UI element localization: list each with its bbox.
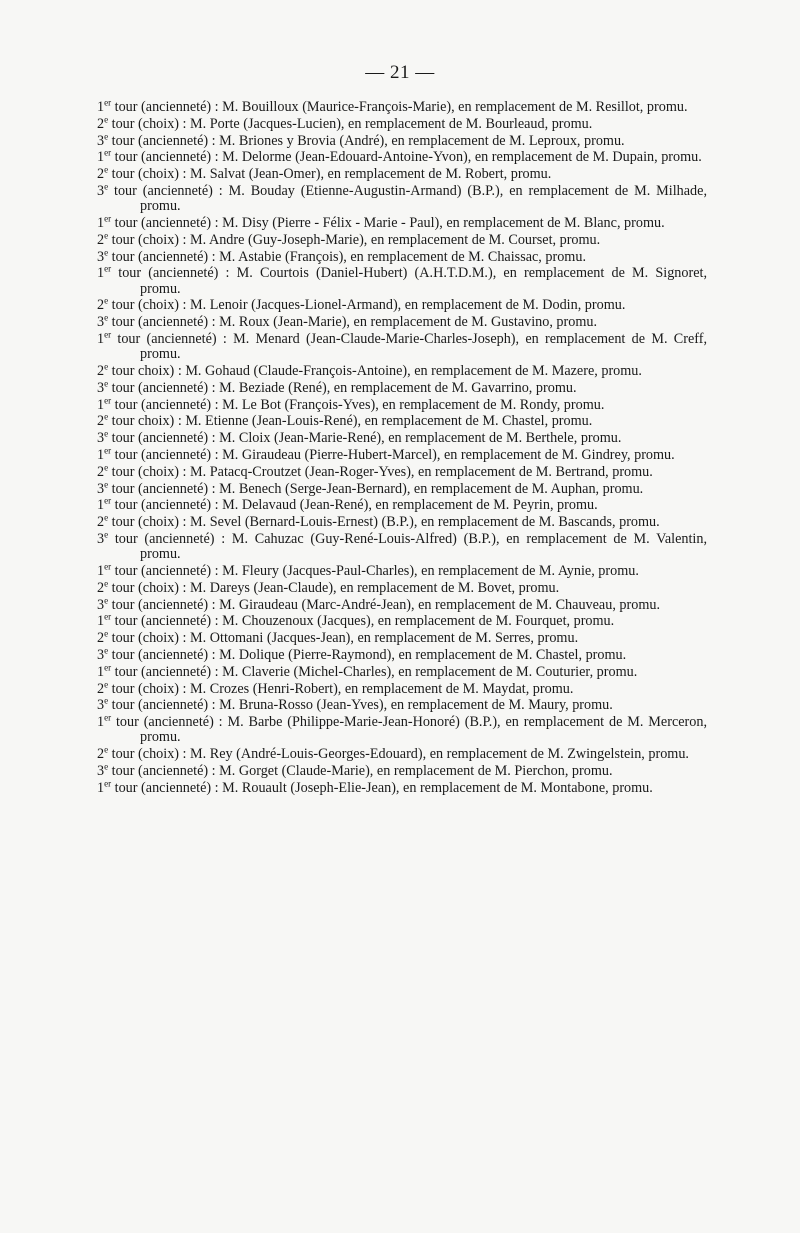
entry-text: tour (ancienneté) : M. Cahuzac (Guy-René-Louis-Alfred) (B.P.), en remplacement de M. Valentin, promu.: [108, 530, 707, 563]
appointment-entry: [97, 761, 707, 779]
appointment-entry: [97, 130, 707, 149]
entry-ordinal-suffix: er: [104, 394, 112, 405]
entry-ordinal: 3: [97, 314, 105, 331]
appointment-entry: [97, 445, 707, 463]
entry-text: tour (ancienneté) : M. Delorme (Jean-Edouard-Antoine-Yvon), en remplacement de M. Dupain, promu.: [111, 149, 702, 166]
entry-ordinal: 1: [97, 214, 105, 231]
entry-text: tour (ancienneté) : M. Courtois (Daniel-Hubert) (A.H.T.D.M.), en remplacement de M. Signoret, promu.: [111, 265, 707, 297]
entry-ordinal: 1: [97, 663, 105, 680]
entry-ordinal: 1: [97, 613, 105, 630]
entry-text: tour (ancienneté) : M. Astabie (François), en remplacement de M. Chaissac, promu.: [108, 248, 586, 265]
entry-ordinal-suffix: e: [104, 594, 109, 605]
entry-text: tour (ancienneté) : M. Chouzenoux (Jacques), en remplacement de M. Fourquet, promu.: [111, 613, 615, 630]
appointment-entry: [97, 428, 707, 447]
entry-ordinal-suffix: e: [104, 744, 109, 755]
entry-ordinal: 2: [97, 166, 105, 183]
appointment-entry: [97, 164, 707, 183]
entry-ordinal-suffix: er: [104, 561, 112, 572]
entry-ordinal-suffix: e: [104, 230, 109, 241]
entry-ordinal-suffix: e: [104, 628, 109, 639]
appointment-entry: [97, 495, 707, 514]
appointment-entry: [97, 312, 707, 331]
entry-ordinal-suffix: e: [104, 114, 109, 125]
entry-ordinal: 1: [97, 149, 105, 166]
entry-ordinal-suffix: e: [104, 181, 109, 192]
appointment-entry: [97, 478, 707, 497]
entry-ordinal: 2: [97, 630, 105, 647]
entry-ordinal-suffix: er: [104, 495, 112, 506]
entry-text: tour choix) : M. Etienne (Jean-Louis-René), en remplacement de M. Chastel, promu.: [108, 413, 593, 430]
appointment-entry: [97, 147, 707, 166]
entry-text: tour (choix) : M. Salvat (Jean-Omer), en remplacement de M. Robert, promu.: [108, 166, 552, 183]
entry-ordinal-suffix: e: [104, 378, 109, 389]
page-number: — 21 —: [365, 62, 435, 83]
entry-ordinal-suffix: e: [104, 512, 109, 523]
entry-text: tour (ancienneté) : M. Benech (Serge-Jean-Bernard), en remplacement de M. Auphan, promu.: [108, 480, 644, 497]
entry-ordinal: 2: [97, 514, 105, 531]
entry-ordinal: 1: [97, 330, 105, 347]
appointment-entry: [97, 645, 707, 663]
entry-ordinal: 1: [97, 396, 105, 413]
entry-ordinal: 2: [97, 680, 105, 697]
entry-ordinal-suffix: e: [104, 578, 109, 588]
entry-text: tour (choix) : M. Rey (André-Louis-Georges-Edouard), en remplacement de M. Zwingelstein, promu.: [108, 746, 689, 763]
entry-ordinal-suffix: e: [104, 312, 109, 323]
entry-text: tour (ancienneté) : M. Delavaud (Jean-René), en remplacement de M. Peyrin, promu.: [111, 497, 598, 514]
entry-text: tour (ancienneté) : M. Bruna-Rosso (Jean-Yves), en remplacement de M. Maury, promu.: [108, 697, 613, 714]
entry-ordinal: 2: [97, 297, 105, 314]
entry-ordinal-suffix: e: [104, 428, 109, 439]
entry-ordinal: 1: [97, 446, 105, 463]
entry-text: tour (ancienneté) : M. Barbe (Philippe-Marie-Jean-Honoré) (B.P.), en remplacement de M. Merceron, promu.: [111, 714, 707, 746]
appointment-entry: [97, 678, 707, 697]
appointment-entry: [97, 394, 707, 413]
entry-text: tour (ancienneté) : M. Roux (Jean-Marie), en remplacement de M. Gustavino, promu.: [108, 314, 598, 331]
entry-ordinal: 3: [97, 762, 105, 779]
appointment-entry: [97, 97, 707, 115]
entry-ordinal-suffix: er: [104, 263, 112, 274]
entry-text: tour (choix) : M. Crozes (Henri-Robert), en remplacement de M. Maydat, promu.: [108, 680, 574, 697]
entry-ordinal-suffix: e: [104, 411, 109, 422]
entry-text: tour (ancienneté) : M. Briones y Brovia (André), en remplacement de M. Leproux, promu.: [108, 132, 625, 149]
appointment-entry: [97, 695, 707, 714]
entry-ordinal-suffix: e: [104, 529, 109, 540]
entry-ordinal-suffix: e: [104, 462, 109, 473]
appointment-entry: [97, 628, 707, 647]
entry-ordinal: 3: [97, 596, 105, 613]
appointment-entry: [97, 744, 707, 763]
appointment-entry: [97, 512, 707, 531]
entry-text: tour (choix) : M. Porte (Jacques-Lucien), en remplacement de M. Bourleaud, promu.: [108, 115, 593, 132]
entry-text: tour (ancienneté) : M. Cloix (Jean-Marie-René), en remplacement de M. Berthele, promu.: [108, 430, 622, 447]
entry-ordinal-suffix: er: [104, 329, 112, 340]
entry-text: tour (ancienneté) : M. Gorget (Claude-Marie), en remplacement de M. Pierchon, promu.: [108, 762, 613, 779]
appointment-entry: [97, 594, 707, 613]
entry-ordinal-suffix: e: [104, 361, 109, 372]
appointment-entry: [97, 230, 707, 248]
entry-ordinal: 1: [97, 779, 105, 796]
entry-text: tour (choix) : M. Andre (Guy-Joseph-Marie), en remplacement de M. Courset, promu.: [108, 231, 601, 248]
entry-ordinal-suffix: er: [104, 445, 112, 456]
entry-ordinal: 1: [97, 562, 105, 579]
entry-ordinal-suffix: e: [104, 478, 109, 489]
entry-ordinal: 2: [97, 746, 105, 763]
entry-ordinal-suffix: e: [104, 695, 109, 706]
entry-ordinal-suffix: e: [104, 645, 109, 656]
entry-ordinal: 3: [97, 182, 105, 199]
appointment-entry: [97, 611, 707, 630]
entry-ordinal: 2: [97, 115, 105, 132]
appointment-entry: [97, 661, 707, 680]
entry-ordinal: 3: [97, 379, 105, 396]
entry-ordinal-suffix: e: [104, 678, 109, 689]
appointment-entry: [97, 462, 707, 480]
appointment-entry: [97, 181, 707, 215]
appointment-entry: [97, 578, 707, 596]
appointment-entry: [97, 529, 707, 563]
entry-ordinal: 2: [97, 362, 105, 379]
entry-ordinal: 1: [97, 714, 105, 731]
entry-ordinal: 2: [97, 579, 105, 596]
entry-ordinal: 3: [97, 530, 105, 547]
appointment-entry: [97, 263, 707, 297]
appointment-entry: [97, 361, 707, 379]
entry-text: tour (choix) : M. Sevel (Bernard-Louis-Ernest) (B.P.), en remplacement de M. Bascands, promu.: [108, 514, 660, 531]
entry-ordinal-suffix: er: [104, 213, 112, 224]
appointment-entry: [97, 411, 707, 430]
entry-text: tour (ancienneté) : M. Bouilloux (Maurice-François-Marie), en remplacement de M. Resillot, promu.: [111, 99, 688, 115]
entry-ordinal: 3: [97, 132, 105, 149]
appointment-entry: [97, 114, 707, 132]
entry-text: tour (choix) : M. Dareys (Jean-Claude), en remplacement de M. Bovet, promu.: [108, 579, 560, 596]
appointment-list: [97, 97, 707, 796]
entry-ordinal-suffix: er: [104, 611, 112, 622]
entry-ordinal-suffix: e: [104, 164, 109, 175]
entry-text: tour (ancienneté) : M. Fleury (Jacques-Paul-Charles), en remplacement de M. Aynie, promu.: [111, 562, 639, 579]
entry-ordinal-suffix: e: [104, 246, 109, 257]
entry-text: tour (ancienneté) : M. Disy (Pierre - Félix - Marie - Paul), en remplacement de M. Blanc, promu.: [111, 214, 665, 231]
entry-text: tour (ancienneté) : M. Claverie (Michel-Charles), en remplacement de M. Couturier, promu.: [111, 663, 638, 680]
appointment-entry: [97, 378, 707, 396]
appointment-entry: [97, 295, 707, 314]
appointment-entry: [97, 561, 707, 579]
entry-ordinal: 3: [97, 430, 105, 447]
entry-text: tour (ancienneté) : M. Bouday (Etienne-Augustin-Armand) (B.P.), en remplacement de M. Milhade, promu.: [108, 182, 707, 215]
entry-text: tour (ancienneté) : M. Giraudeau (Pierre-Hubert-Marcel), en remplacement de M. Gindrey, promu.: [111, 446, 675, 463]
entry-ordinal: 2: [97, 231, 105, 248]
appointment-entry: [97, 246, 707, 265]
entry-ordinal: 3: [97, 480, 105, 497]
entry-text: tour choix) : M. Gohaud (Claude-François-Antoine), en remplacement de M. Mazere, promu.: [108, 362, 642, 379]
entry-ordinal: 1: [97, 497, 105, 514]
entry-ordinal-suffix: er: [104, 712, 112, 723]
entry-text: tour (ancienneté) : M. Rouault (Joseph-Elie-Jean), en remplacement de M. Montabone, promu.: [111, 779, 653, 796]
entry-text: tour (choix) : M. Lenoir (Jacques-Lionel-Armand), en remplacement de M. Dodin, promu.: [108, 297, 626, 314]
entry-ordinal-suffix: er: [104, 97, 112, 108]
entry-ordinal-suffix: er: [104, 661, 112, 672]
entry-text: tour (choix) : M. Ottomani (Jacques-Jean), en remplacement de M. Serres, promu.: [108, 630, 579, 647]
appointment-entry: [97, 329, 707, 363]
entry-ordinal: 2: [97, 413, 105, 430]
appointment-entry: [97, 712, 707, 746]
entry-ordinal: 3: [97, 646, 105, 663]
entry-ordinal-suffix: e: [104, 130, 109, 141]
entry-ordinal: 3: [97, 697, 105, 714]
entry-text: tour (ancienneté) : M. Dolique (Pierre-Raymond), en remplacement de M. Chastel, promu.: [108, 646, 627, 663]
entry-ordinal: 1: [97, 99, 105, 115]
appointment-entry: [97, 213, 707, 231]
entry-ordinal-suffix: er: [104, 147, 112, 158]
appointment-entry: [97, 777, 707, 796]
entry-text: tour (ancienneté) : M. Menard (Jean-Claude-Marie-Charles-Joseph), en remplacement de M. Creff, promu.: [111, 330, 707, 363]
entry-ordinal-suffix: er: [104, 777, 112, 788]
entry-ordinal-suffix: e: [104, 761, 109, 772]
entry-ordinal-suffix: e: [104, 295, 109, 306]
entry-text: tour (ancienneté) : M. Le Bot (François-Yves), en remplacement de M. Rondy, promu.: [111, 396, 605, 413]
entry-text: tour (ancienneté) : M. Beziade (René), en remplacement de M. Gavarrino, promu.: [108, 379, 577, 396]
entry-text: tour (choix) : M. Patacq-Croutzet (Jean-Roger-Yves), en remplacement de M. Bertrand, promu.: [108, 463, 653, 480]
entry-text: tour (ancienneté) : M. Giraudeau (Marc-André-Jean), en remplacement de M. Chauveau, promu.: [108, 596, 660, 613]
entry-ordinal: 3: [97, 248, 105, 265]
entry-ordinal: 2: [97, 463, 105, 480]
entry-ordinal: 1: [97, 265, 105, 282]
